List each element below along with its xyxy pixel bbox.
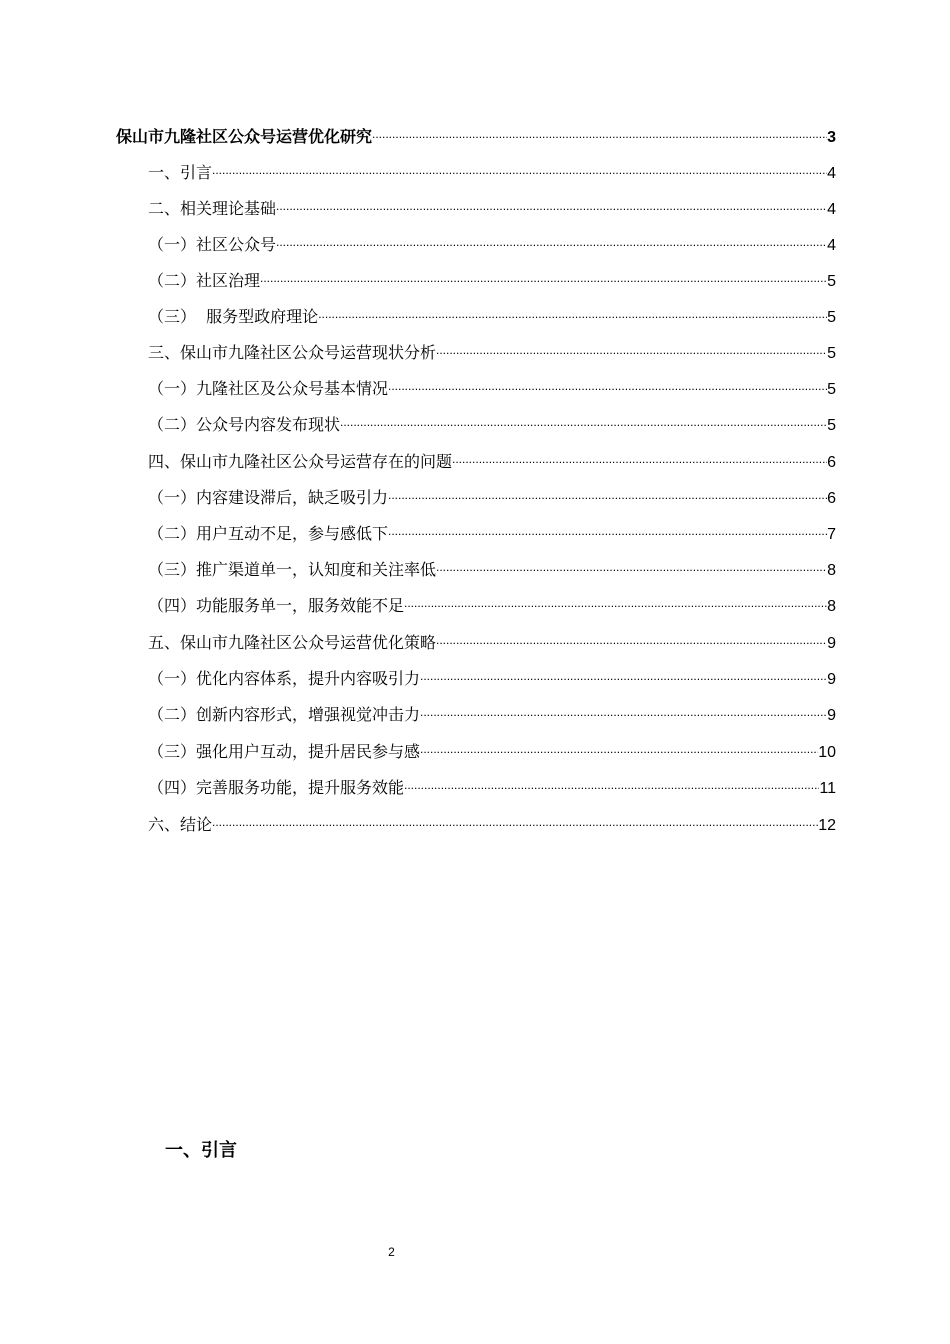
toc-entry-text: （四）完善服务功能，提升服务效能 [148, 778, 405, 797]
toc-entry-page: 4 [827, 201, 836, 218]
toc-entry-page: 5 [827, 345, 836, 362]
toc-dot-leader [388, 515, 827, 539]
toc-entry-text: （二）社区治理 [148, 271, 261, 290]
toc-entry-page: 10 [818, 744, 836, 761]
toc-dot-leader [404, 769, 819, 793]
toc-entry[interactable] [148, 515, 836, 543]
toc-dot-leader [452, 443, 827, 467]
toc-entry-page: 9 [827, 707, 836, 724]
toc-dot-leader [436, 334, 827, 358]
toc-entry-text: （一）内容建设滞后，缺乏吸引力 [148, 488, 389, 507]
toc-entry-text: 二、相关理论基础 [148, 199, 277, 218]
toc-dot-leader [260, 262, 827, 286]
page-number: 2 [388, 1245, 395, 1259]
toc-entry[interactable] [148, 769, 836, 797]
toc-dot-leader [388, 370, 827, 394]
toc-entry-text: （二）用户互动不足，参与感低下 [148, 524, 389, 543]
toc-entry[interactable] [148, 551, 836, 579]
toc-entry-text: （三）强化用户互动，提升居民参与感 [148, 742, 421, 761]
toc-entry-page: 6 [827, 490, 836, 507]
toc-entry-page: 9 [827, 635, 836, 652]
toc-entry-text: （二）公众号内容发布现状 [148, 415, 341, 434]
toc-entry[interactable] [148, 370, 836, 398]
toc-dot-leader [276, 190, 827, 214]
toc-entry-text: （三）推广渠道单一，认知度和关注率低 [148, 560, 437, 579]
toc-entry-page: 8 [827, 598, 836, 615]
toc-entry[interactable] [148, 226, 836, 254]
toc-dot-leader [388, 479, 827, 503]
toc-entry-text: 三、保山市九隆社区公众号运营现状分析 [148, 343, 437, 362]
toc-entry-page: 9 [827, 671, 836, 688]
toc-dot-leader [436, 551, 827, 575]
toc-entry[interactable] [148, 334, 836, 362]
toc-entry-page: 5 [827, 309, 836, 326]
toc-entry[interactable] [148, 806, 836, 834]
toc-entry-page: 4 [827, 165, 836, 182]
toc-dot-leader [276, 226, 827, 250]
toc-entry[interactable] [148, 624, 836, 652]
toc-entry-page: 6 [827, 454, 836, 471]
toc-entry-title[interactable] [116, 118, 836, 146]
toc-entry[interactable] [148, 406, 836, 434]
toc-dot-leader [436, 624, 827, 648]
toc-entry-page: 7 [827, 526, 836, 543]
toc-dot-leader [420, 733, 818, 757]
toc-entry[interactable] [148, 660, 836, 688]
section-heading: 一、引言 [165, 1140, 237, 1161]
toc-entry-page: 5 [827, 381, 836, 398]
toc-entry[interactable] [148, 479, 836, 507]
toc-entry-page: 12 [818, 817, 836, 834]
toc-entry-text: （一）优化内容体系，提升内容吸引力 [148, 669, 421, 688]
toc-entry-text: （三） 服务型政府理论 [148, 307, 319, 326]
toc-entry-text: 四、保山市九隆社区公众号运营存在的问题 [148, 452, 453, 471]
toc-entry-text: 一、引言 [148, 163, 213, 182]
toc-entry-page: 4 [827, 237, 836, 254]
toc-entry-text: （一）九隆社区及公众号基本情况 [148, 379, 389, 398]
toc-entry[interactable] [148, 190, 836, 218]
toc-entry-text: 五、保山市九隆社区公众号运营优化策略 [148, 633, 437, 652]
toc-entry-page: 5 [827, 273, 836, 290]
toc-entry[interactable] [148, 733, 836, 761]
toc-entry-page: 3 [827, 129, 836, 146]
toc-entry[interactable] [148, 443, 836, 471]
toc-dot-leader [420, 696, 827, 720]
toc-dot-leader [212, 806, 818, 830]
toc-entry-page: 8 [827, 562, 836, 579]
toc-dot-leader [212, 154, 827, 178]
toc-dot-leader [372, 118, 827, 142]
toc-entry-text: （二）创新内容形式，增强视觉冲击力 [148, 705, 421, 724]
toc-entry-page: 5 [827, 417, 836, 434]
toc-entry-text: 保山市九隆社区公众号运营优化研究 [116, 127, 373, 146]
toc-entry[interactable] [148, 587, 836, 615]
toc-entry[interactable] [148, 696, 836, 724]
toc-entry[interactable] [148, 154, 836, 182]
toc-entry[interactable] [148, 262, 836, 290]
toc-dot-leader [340, 406, 827, 430]
toc-dot-leader [420, 660, 827, 684]
toc-entry[interactable] [148, 298, 836, 326]
toc-dot-leader [404, 587, 827, 611]
toc-entry-text: 六、结论 [148, 815, 213, 834]
toc-entry-page: 11 [819, 780, 836, 797]
toc-entry-text: （四）功能服务单一，服务效能不足 [148, 596, 405, 615]
toc-entry-text: （一）社区公众号 [148, 235, 277, 254]
toc-dot-leader [318, 298, 827, 322]
